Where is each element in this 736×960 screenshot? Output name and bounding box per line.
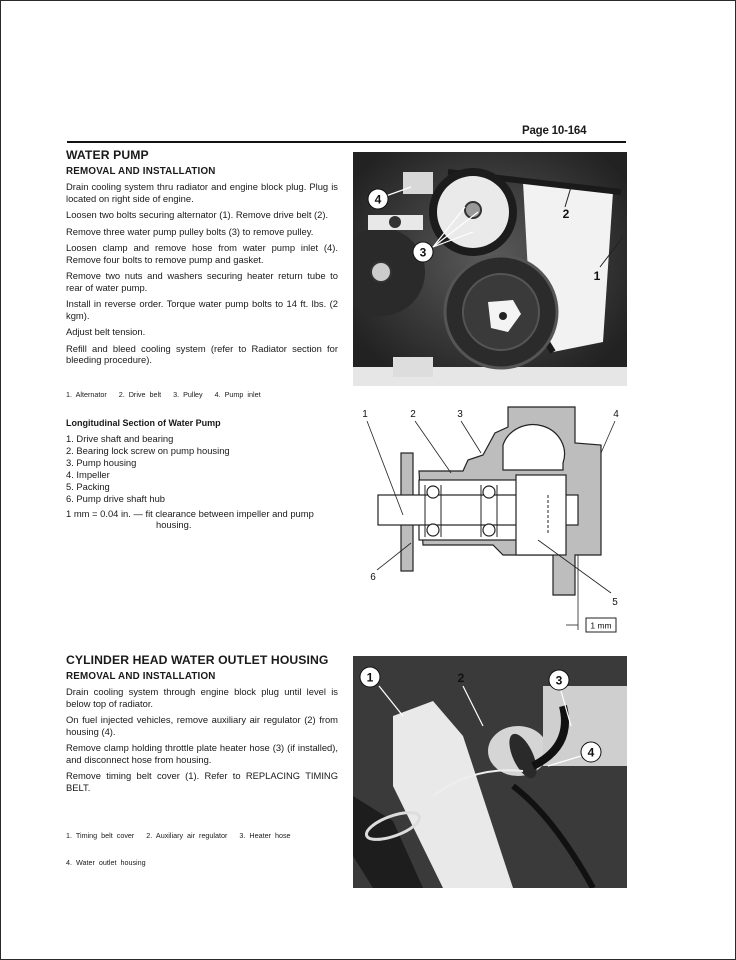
legend-item: 2. Bearing lock screw on pump housing: [66, 444, 230, 456]
clearance-note-text: 1 mm = 0.04 in. — fit clearance between impeller and pump: [66, 507, 314, 519]
step-paragraph: Loosen clamp and remove hose from water pump inlet (4). Remove four bolts to remove pump and gasket.: [66, 242, 338, 265]
photo-caption-line: 4. Water outlet housing: [66, 858, 146, 867]
diagram-legend-list: [66, 433, 338, 505]
svg-text:3: 3: [419, 245, 427, 260]
clearance-note: [66, 508, 338, 531]
legend-item: 4. Impeller: [66, 468, 110, 480]
legend-item: 5. Packing: [66, 480, 110, 492]
step-paragraph: Remove two nuts and washers securing heater return tube to rear of water pump.: [66, 270, 338, 293]
callout-4: 4: [613, 409, 619, 420]
callout-1: 1: [593, 269, 601, 283]
water-pump-section: [66, 150, 338, 371]
water-pump-photo: [353, 152, 627, 386]
svg-text:4: 4: [374, 192, 382, 207]
step-paragraph: Drain cooling system through engine block plug until level is below top of radiator.: [66, 686, 338, 709]
outlet-housing-section: [66, 655, 338, 798]
callout-5: 5: [612, 597, 618, 608]
section-title: CYLINDER HEAD WATER OUTLET HOUSING: [66, 653, 329, 667]
callout-4: [368, 189, 388, 209]
section-subtitle: REMOVAL AND INSTALLATION: [66, 670, 216, 682]
photo-caption: [66, 813, 338, 876]
photo-caption: 1. Alternator 2. Drive belt 3. Pulley 4. Pump inlet: [66, 390, 261, 399]
svg-text:3: 3: [555, 673, 563, 688]
step-paragraph: Remove timing belt cover (1). Refer to REPLACING TIMING BELT.: [66, 770, 338, 793]
callout-1: 1: [362, 409, 368, 420]
step-paragraph: Install in reverse order. Torque water pump bolts to 14 ft. lbs. (2 kgm).: [66, 298, 338, 321]
legend-item: 1. Drive shaft and bearing: [66, 432, 174, 444]
page-number: Page 10-164: [522, 125, 587, 137]
dimension-label: [586, 618, 616, 632]
step-paragraph: Remove three water pump pulley bolts (3) to remove pulley.: [66, 225, 314, 237]
svg-text:2: 2: [457, 671, 465, 685]
callout-4: [581, 742, 601, 762]
legend-item: 6. Pump drive shaft hub: [66, 492, 166, 504]
section-diagram-legend: [66, 418, 338, 531]
svg-text:4: 4: [587, 745, 595, 760]
diagram-title: Longitudinal Section of Water Pump: [66, 418, 221, 428]
callout-2: [458, 671, 465, 685]
section-subtitle: REMOVAL AND INSTALLATION: [66, 165, 216, 177]
clearance-note-continuation: housing.: [156, 519, 192, 530]
legend-item: 3. Pump housing: [66, 456, 137, 468]
step-paragraph: On fuel injected vehicles, remove auxiliary air regulator (2) from housing (4).: [66, 714, 338, 737]
step-paragraph: Drain cooling system thru radiator and engine block plug. Plug is located on right side of engine.: [66, 181, 338, 204]
header-rule: [67, 141, 626, 143]
callout-3: [413, 242, 433, 262]
callout-2: 2: [410, 409, 416, 420]
step-paragraph: Loosen two bolts securing alternator (1). Remove drive belt (2).: [66, 209, 329, 220]
photo-caption-line: 1. Timing belt cover 2. Auxiliary air regulator 3. Heater hose: [66, 831, 291, 840]
step-paragraph: Refill and bleed cooling system (refer to Radiator section for bleeding procedure).: [66, 342, 338, 365]
step-paragraph: Adjust belt tension.: [66, 326, 146, 337]
svg-text:1: 1: [366, 670, 374, 685]
outlet-housing-photo: [353, 656, 627, 888]
callout-3: [549, 670, 569, 690]
section-title: WATER PUMP: [66, 148, 149, 162]
callout-1: [360, 667, 380, 687]
callout-3: 3: [457, 409, 463, 420]
step-paragraph: Remove clamp holding throttle plate heater hose (3) (if installed), and disconnect hose from housing.: [66, 742, 338, 765]
svg-text:1 mm: 1 mm: [590, 620, 612, 631]
callout-6: 6: [370, 572, 376, 583]
callout-2: 2: [562, 207, 570, 221]
pump-section-diagram: [353, 405, 633, 640]
